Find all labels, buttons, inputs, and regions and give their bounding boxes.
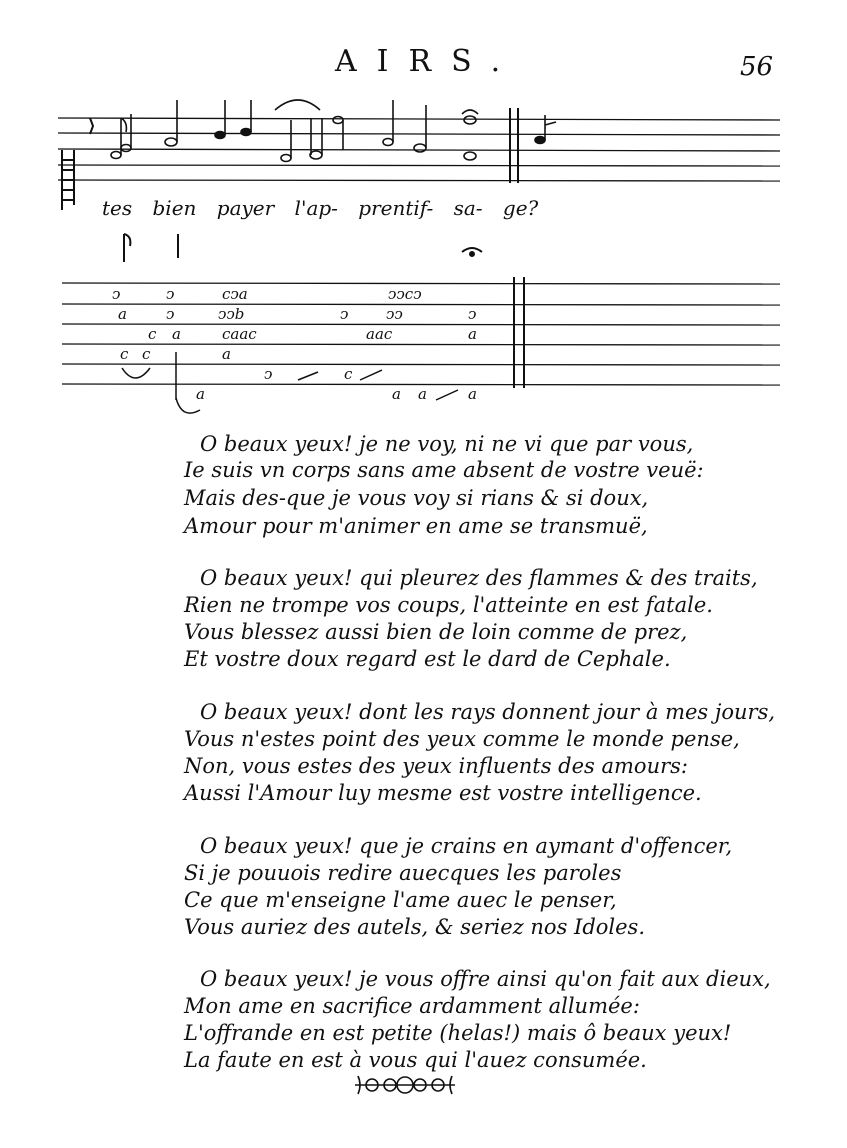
tab-letter: c — [142, 345, 151, 363]
verse-line: Mais des-que je vous voy si rians & si doux, — [184, 486, 649, 510]
tab-letter: ↄ — [340, 305, 349, 323]
verse-line: Non, vous estes des yeux influents des amours: — [184, 754, 688, 778]
verse-line: Ce que m'enseigne l'ame auec le penser, — [184, 888, 617, 912]
verse-line: Amour pour m'animer en ame se transmuë, — [184, 514, 648, 538]
tab-letter: a — [468, 385, 477, 403]
tab-letter: a — [392, 385, 401, 403]
tab-letter: ↄ — [264, 365, 273, 383]
verse-line: Rien ne trompe vos coups, l'atteinte en est fatale. — [184, 593, 713, 617]
tab-letter: ↄ — [112, 285, 121, 303]
tab-letter: aac — [366, 325, 393, 343]
verse-line: O beaux yeux! je vous offre ainsi qu'on fait aux dieux, — [200, 967, 771, 991]
verse-line: Aussi l'Amour luy mesme est vostre intelligence. — [184, 781, 702, 805]
tab-letter: ↄↄ — [386, 305, 403, 323]
tab-letter: a — [222, 345, 231, 363]
tab-letter: a — [172, 325, 181, 343]
tab-letter: caac — [222, 325, 257, 343]
page-number: 56 — [740, 52, 774, 82]
verse-line: Ie suis vn corps sans ame absent de vostre veuë: — [184, 458, 704, 482]
verse-line: Mon ame en sacrifice ardamment allumée: — [184, 994, 640, 1018]
tab-letter: ↄↄb — [218, 305, 245, 323]
tab-letter: ↄ — [166, 285, 175, 303]
tab-letter: ↄ — [166, 305, 175, 323]
verse-line: Et vostre doux regard est le dard de Cephale. — [184, 647, 671, 671]
verse-line: L'offrande en est petite (helas!) mais ô beaux yeux! — [184, 1021, 732, 1045]
tab-letter: c — [120, 345, 129, 363]
page-header-title: AIRS. — [335, 44, 521, 79]
verse-line: O beaux yeux! qui pleurez des flammes & des traits, — [200, 566, 758, 590]
verse-line: La faute en est à vous qui l'auez consumée. — [184, 1048, 647, 1072]
verse-line: Si je pouuois redire auecques les paroles — [184, 861, 622, 885]
tab-letter: a — [118, 305, 127, 323]
tab-letter: a — [418, 385, 427, 403]
verse-line: O beaux yeux! que je crains en aymant d'offencer, — [200, 834, 733, 858]
verse-line: O beaux yeux! je ne voy, ni ne vi que par vous, — [200, 432, 694, 456]
verse-line: Vous auriez des autels, & seriez nos Idoles. — [184, 915, 645, 939]
tab-letter: a — [468, 325, 477, 343]
song-lyric: tes bien payer l'ap- prentif- sa- ge? — [102, 196, 539, 220]
verse-line: O beaux yeux! dont les rays donnent jour à mes jours, — [200, 700, 776, 724]
tab-letter: ↄ — [468, 305, 477, 323]
tab-letter: c — [344, 365, 353, 383]
tab-letter: cↄa — [222, 285, 248, 303]
tab-letter: c — [148, 325, 157, 343]
tab-letter: ↄↄcↄ — [388, 285, 422, 303]
verse-line: Vous blessez aussi bien de loin comme de prez, — [184, 620, 688, 644]
tab-letter: a — [196, 385, 205, 403]
verse-line: Vous n'estes point des yeux comme le monde pense, — [184, 727, 740, 751]
